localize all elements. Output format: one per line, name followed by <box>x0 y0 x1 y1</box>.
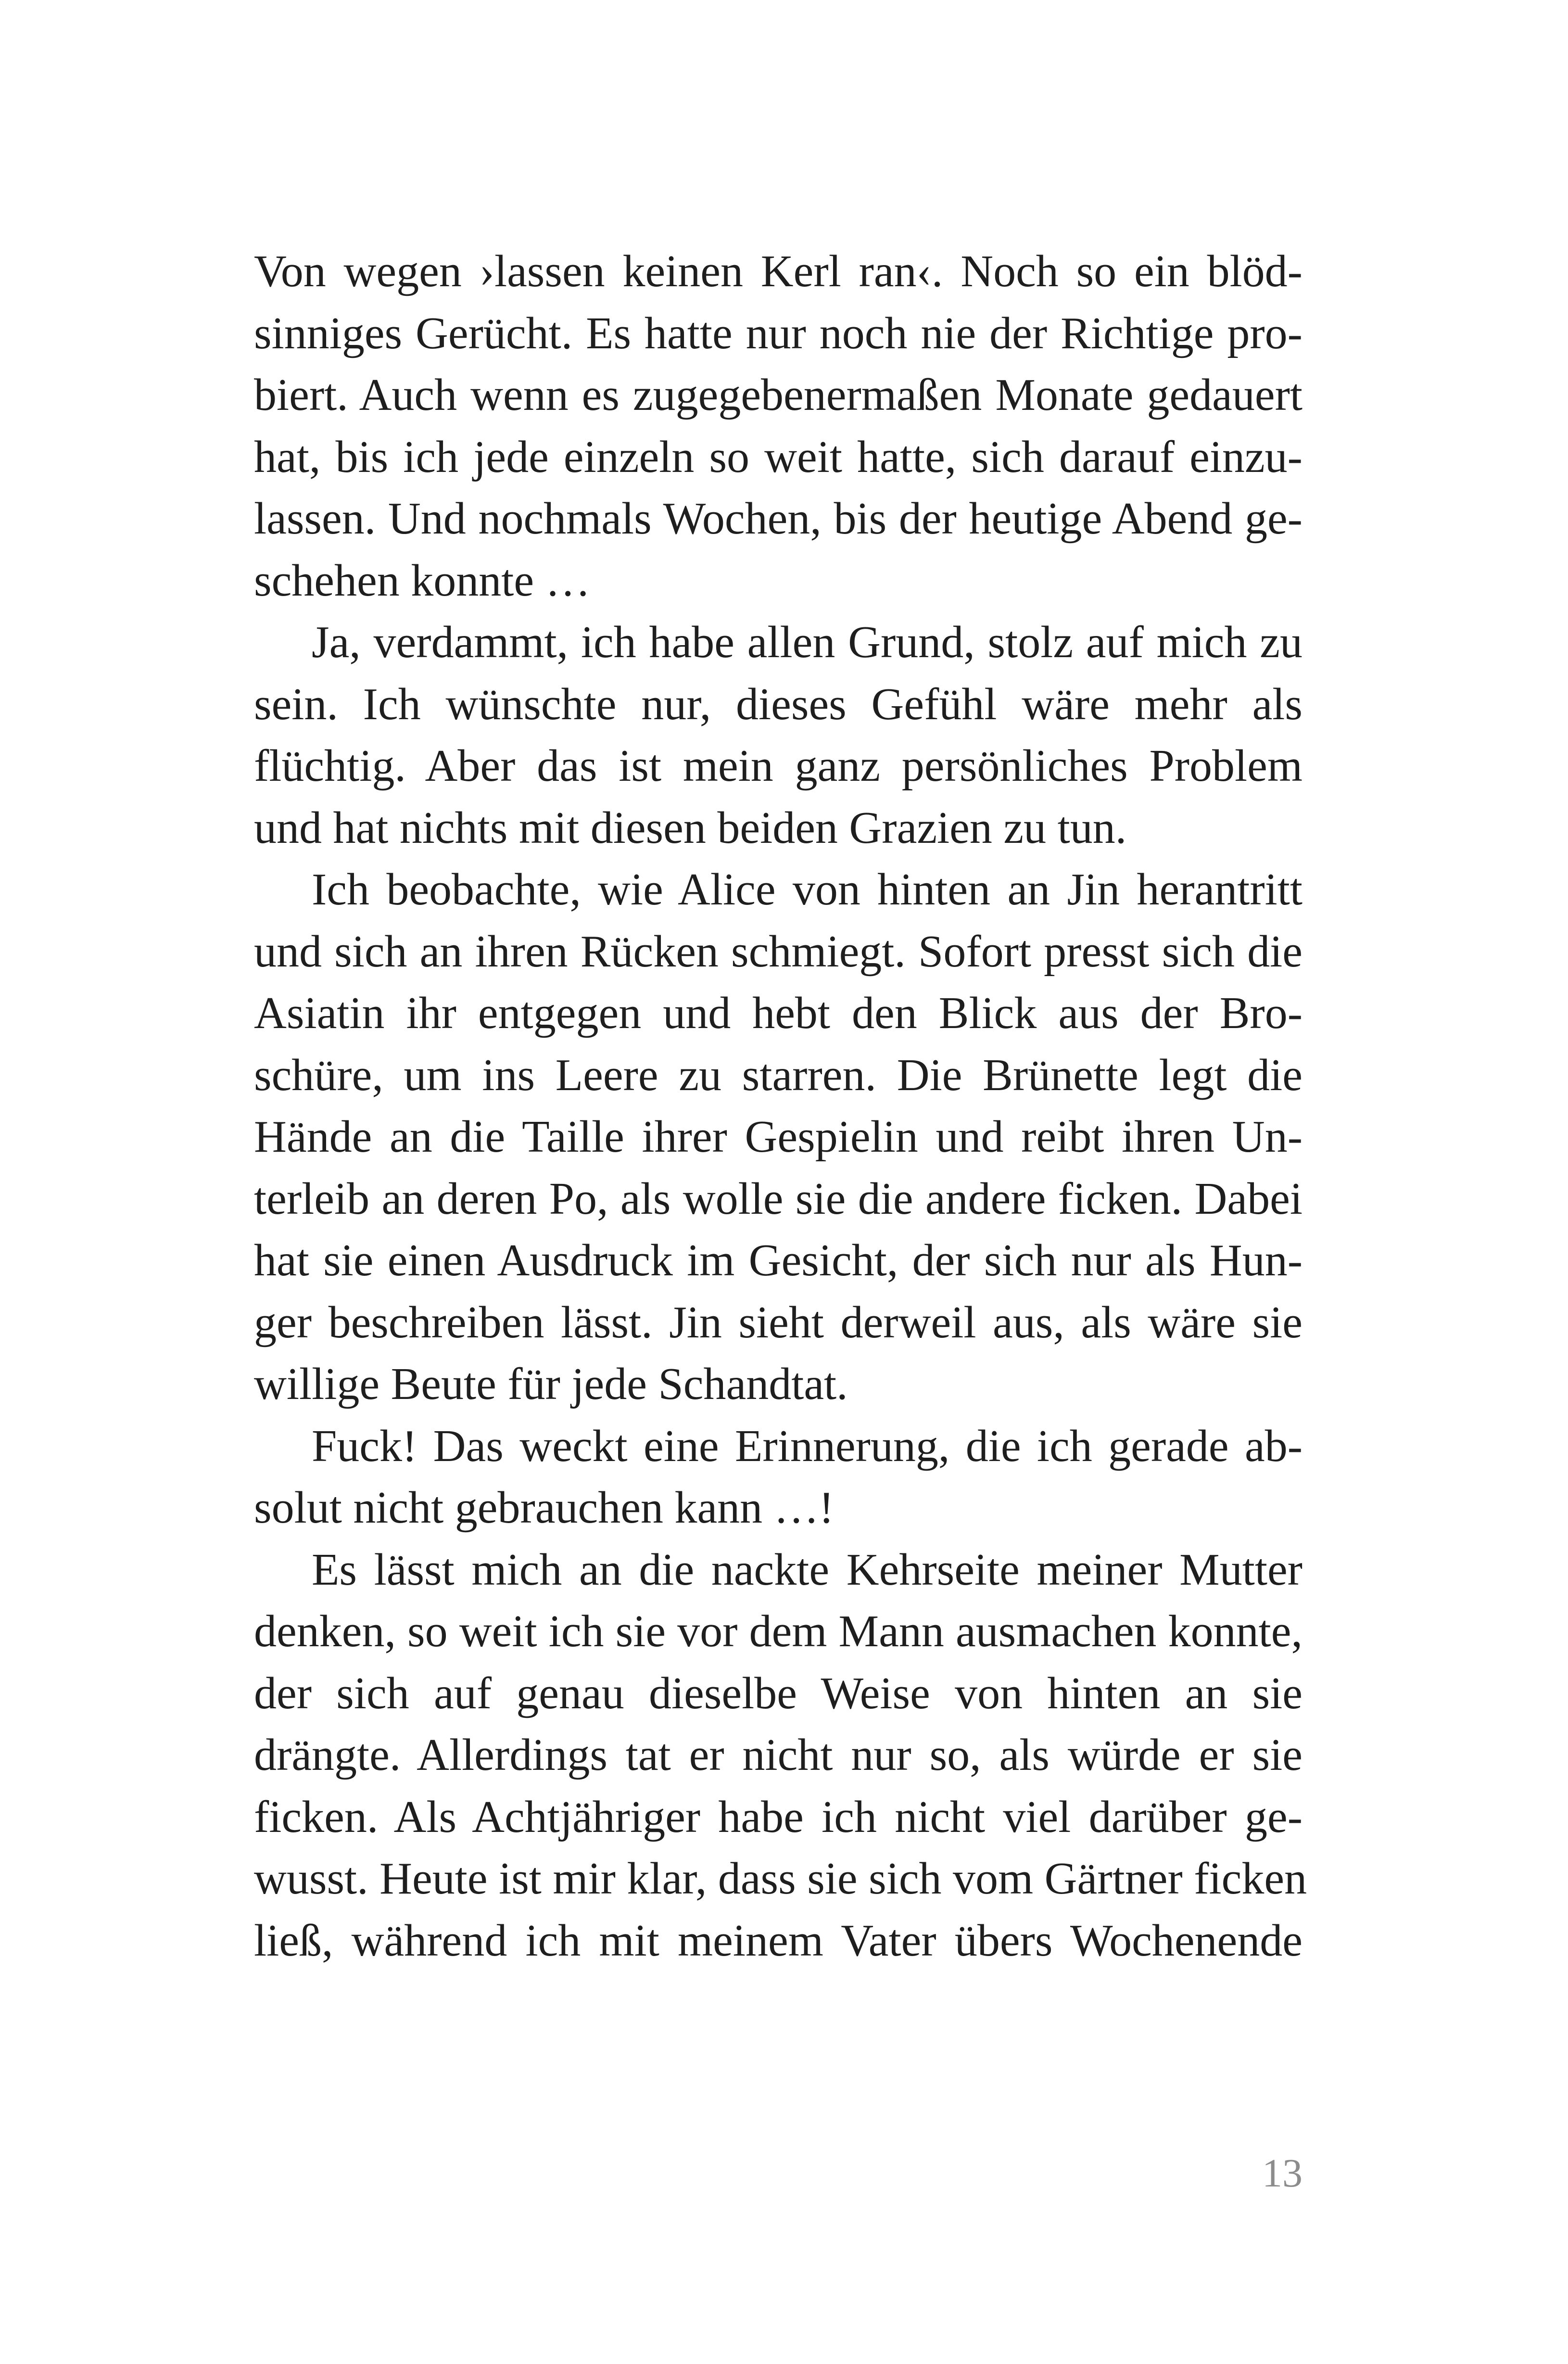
text-line: biert. Auch wenn es zugegebenermaßen Monate gedauert <box>254 370 1302 420</box>
text-line: Fuck! Das weckt eine Erinnerung, die ich gerade ab- <box>312 1421 1302 1471</box>
text-line: flüchtig. Aber das ist mein ganz persönliches Problem <box>254 741 1302 791</box>
text-line: sinniges Gerücht. Es hatte nur noch nie der Richtige pro- <box>254 308 1302 358</box>
text-line: Ich beobachte, wie Alice von hinten an Jin herantritt <box>312 864 1302 915</box>
text-line: ließ, während ich mit meinem Vater übers Wochenende <box>254 1915 1302 1966</box>
text-line: ger beschreiben lässt. Jin sieht derweil aus, als wäre sie <box>254 1297 1302 1347</box>
text-line: willige Beute für jede Schandtat. <box>254 1359 848 1409</box>
text-line: und hat nichts mit diesen beiden Grazien zu tun. <box>254 802 1127 853</box>
text-line: hat, bis ich jede einzeln so weit hatte, sich darauf einzu- <box>254 432 1302 482</box>
text-line: terleib an deren Po, als wolle sie die andere ficken. Dabei <box>254 1173 1302 1224</box>
text-line: Ja, verdammt, ich habe allen Grund, stolz auf mich zu <box>312 617 1302 667</box>
body-text <box>254 241 1307 1971</box>
text-line: wusst. Heute ist mir klar, dass sie sich vom Gärtner ficken <box>254 1854 1307 1904</box>
text-line: hat sie einen Ausdruck im Gesicht, der sich nur als Hun- <box>254 1235 1302 1285</box>
text-line: lassen. Und nochmals Wochen, bis der heutige Abend ge- <box>254 494 1302 544</box>
text-line: und sich an ihren Rücken schmiegt. Sofort presst sich die <box>254 926 1302 977</box>
text-line: Von wegen ›lassen keinen Kerl ran‹. Noch so ein blöd- <box>254 246 1302 296</box>
text-line: Asiatin ihr entgegen und hebt den Blick aus der Bro- <box>254 988 1302 1038</box>
text-line: der sich auf genau dieselbe Weise von hinten an sie <box>254 1668 1302 1718</box>
text-line: schüre, um ins Leere zu starren. Die Brünette legt die <box>254 1050 1302 1100</box>
text-line: Hände an die Taille ihrer Gespielin und reibt ihren Un- <box>254 1112 1302 1162</box>
text-line: denken, so weit ich sie vor dem Mann ausmachen konnte, <box>254 1606 1302 1656</box>
text-line: Es lässt mich an die nackte Kehrseite meiner Mutter <box>312 1544 1302 1595</box>
text-line: sein. Ich wünschte nur, dieses Gefühl wäre mehr als <box>254 679 1302 729</box>
text-line: schehen konnte … <box>254 555 591 606</box>
page-number: 13 <box>1262 2151 1302 2196</box>
text-line: ficken. Als Achtjähriger habe ich nicht viel darüber ge- <box>254 1792 1302 1842</box>
text-line: drängte. Allerdings tat er nicht nur so, als würde er sie <box>254 1730 1302 1780</box>
text-line: solut nicht gebrauchen kann …! <box>254 1483 834 1533</box>
